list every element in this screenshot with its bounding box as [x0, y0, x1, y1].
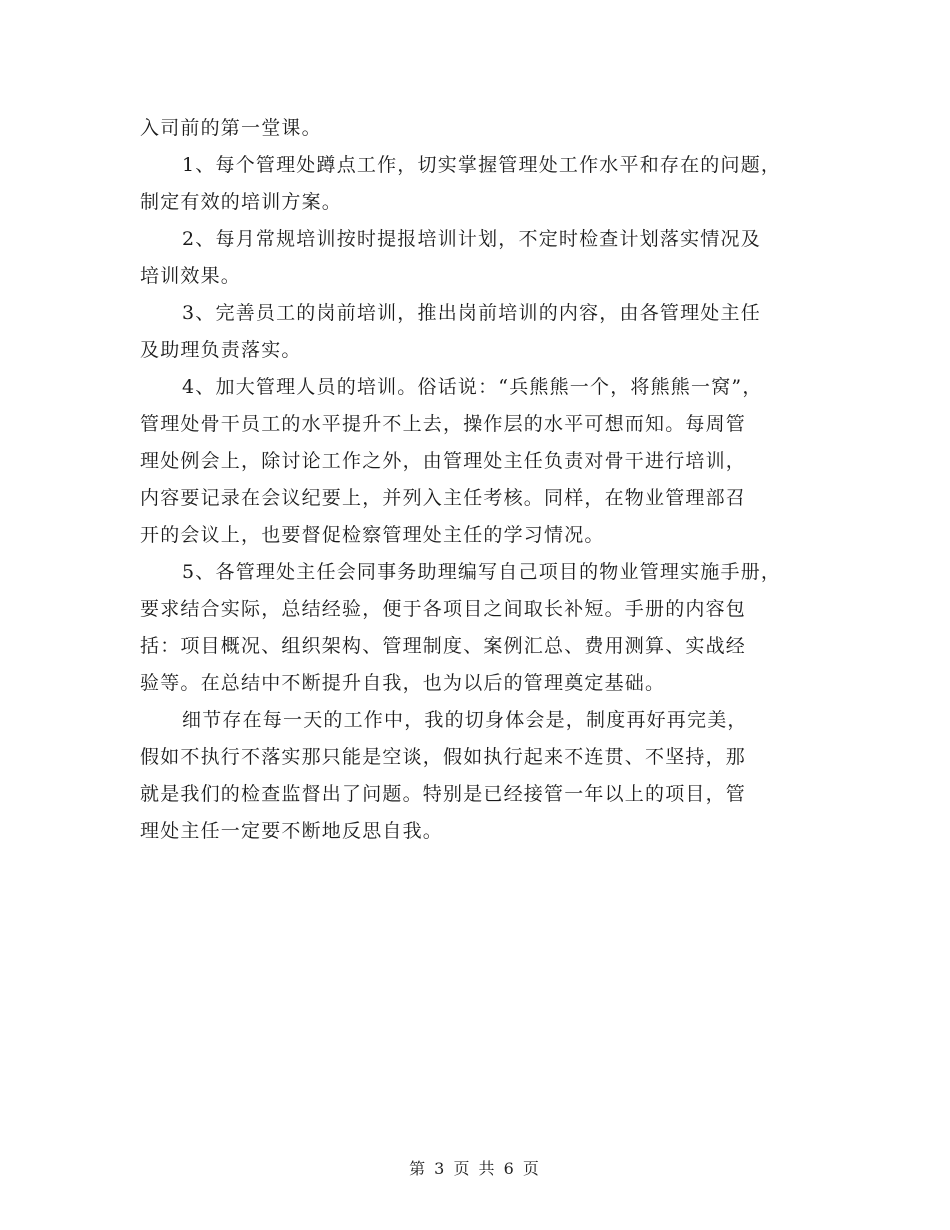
- text-line: 5、各管理处主任会同事务助理编写自己项目的物业管理实施手册，: [182, 561, 782, 583]
- text-line: 要求结合实际，总结经验，便于各项目之间取长补短。手册的内容包: [140, 598, 747, 620]
- text-line: 2、每月常规培训按时提报培训计划，不定时检查计划落实情况及: [182, 228, 761, 250]
- page-number-footer: 第 3 页 共 6 页: [409, 1159, 541, 1178]
- text-line: 验等。在总结中不断提升自我，也为以后的管理奠定基础。: [140, 672, 666, 694]
- text-line: 1、每个管理处蹲点工作，切实掌握管理处工作水平和存在的问题，: [182, 154, 782, 176]
- text-line: 制定有效的培训方案。: [140, 191, 343, 213]
- text-line: 开的会议上，也要督促检察管理处主任的学习情况。: [140, 524, 605, 546]
- text-line: 内容要记录在会议纪要上，并列入主任考核。同样，在物业管理部召: [140, 487, 747, 509]
- text-line: 细节存在每一天的工作中，我的切身体会是，制度再好再完美，: [182, 709, 748, 731]
- text-line: 就是我们的检查监督出了问题。特别是已经接管一年以上的项目，管: [140, 783, 747, 805]
- text-line: 入司前的第一堂课。: [140, 117, 322, 139]
- text-line: 培训效果。: [140, 265, 242, 287]
- text-line: 理处主任一定要不断地反思自我。: [140, 820, 444, 842]
- text-line: 括：项目概况、组织架构、管理制度、案例汇总、费用测算、实战经: [140, 635, 747, 657]
- text-line: 管理处骨干员工的水平提升不上去，操作层的水平可想而知。每周管: [140, 413, 747, 435]
- text-line: 3、完善员工的岗前培训，推出岗前培训的内容，由各管理处主任: [182, 302, 761, 324]
- text-line: 及助理负责落实。: [140, 339, 302, 361]
- text-line: 理处例会上，除讨论工作之外，由管理处主任负责对骨干进行培训，: [140, 450, 747, 472]
- text-line: 假如不执行不落实那只能是空谈，假如执行起来不连贯、不坚持，那: [140, 746, 747, 768]
- text-line: 4、加大管理人员的培训。俗话说：“兵熊熊一个，将熊熊一窝”，: [182, 376, 763, 398]
- document-body: [140, 110, 830, 850]
